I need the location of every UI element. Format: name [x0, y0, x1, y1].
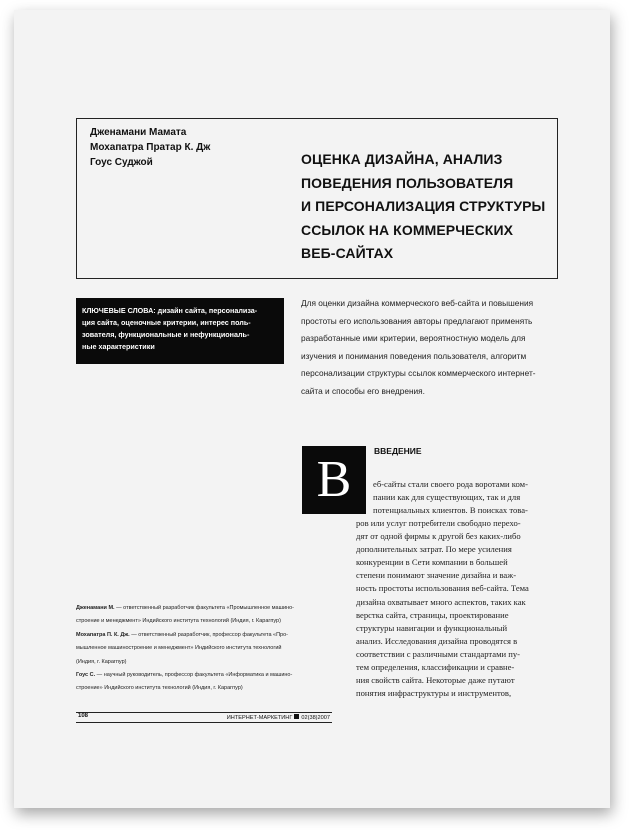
- journal-info: [227, 714, 330, 721]
- body-text-indented: [373, 478, 528, 517]
- section-heading: ВВЕДЕНИЕ: [374, 446, 422, 456]
- body-line: дят от одной фирмы к другой без каких-либо: [356, 531, 521, 542]
- abstract-line: персонализации структуры ссылок коммерческого интернет-: [301, 368, 536, 379]
- drop-cap: В: [302, 446, 366, 514]
- abstract: [301, 295, 536, 401]
- body-line: структуры навигации и функциональный: [356, 622, 508, 633]
- body-line: конкуренции в Сети компании в большей: [356, 557, 508, 568]
- body-line: анализ. Исследования дизайна проводятся в: [356, 635, 518, 646]
- footnote-text: — научный руководитель, профессор факультета «Информатика и машино-: [95, 672, 293, 679]
- author-list: [90, 125, 210, 170]
- footnote-text: — ответственный разработчик, профессор факультета «Про-: [129, 631, 288, 638]
- footnote-author: Гоус С.: [76, 672, 96, 679]
- footnote-text: строение и менеджмент» Индийского института технологий (Индия, г. Карагпур): [76, 618, 281, 625]
- title-line: И ПЕРСОНАЛИЗАЦИЯ СТРУКТУРЫ: [301, 198, 546, 214]
- body-line: степени понимают значение дизайна и важ-: [356, 570, 517, 581]
- body-line: соответствии с различными стандартами пу-: [356, 648, 521, 659]
- body-line: понятия инфраструктуры и инструментов,: [356, 688, 512, 699]
- footnote-line: [76, 615, 294, 628]
- abstract-line: изучения и понимания поведения пользователя, алгоритм: [301, 350, 527, 361]
- author-footnotes: [76, 602, 294, 696]
- journal-issue: 02(38)2007: [301, 714, 330, 721]
- footnote-line: [76, 602, 294, 615]
- title-line: ВЕБ-САЙТАХ: [301, 245, 394, 261]
- title-line: ПОВЕДЕНИЯ ПОЛЬЗОВАТЕЛЯ: [301, 174, 514, 191]
- author-name: Гоус Суджой: [90, 157, 153, 168]
- body-line: дополнительных затрат. По мере усиления: [356, 544, 512, 555]
- body-line: еб-сайты стали своего рода воротами ком-: [373, 479, 528, 489]
- footnote-line: [76, 682, 294, 695]
- author-name: Дженамани Мамата: [90, 127, 187, 138]
- keywords-box: [76, 298, 284, 364]
- body-line: ность простоты использования веб-сайта. Тема: [356, 583, 529, 594]
- footnote-text: (Индия, г. Карагпур): [76, 658, 127, 665]
- footnote-line: [76, 669, 294, 682]
- footnote-line: [76, 629, 294, 642]
- journal-name: ИНТЕРНЕТ-МАРКЕТИНГ: [226, 714, 293, 721]
- keywords-line: зователя, функциональные и нефункциональ-: [82, 330, 250, 339]
- abstract-line: сайта и способы его внедрения.: [301, 385, 425, 396]
- body-text: [356, 517, 529, 700]
- body-line: верстка сайта, страницы, проектирование: [356, 609, 509, 620]
- footnote-author: Дженамани М.: [76, 605, 115, 611]
- footnote-author: Мохапатра П. К. Дж.: [76, 631, 130, 638]
- keywords-line: ция сайта, оценочные критерии, интерес поль-: [82, 318, 251, 327]
- footnote-line: [76, 642, 294, 655]
- square-bullet-icon: [294, 714, 299, 719]
- abstract-line: разработанные ими критерии, вероятностную модель для: [301, 333, 526, 344]
- body-line: дизайна охватывает много аспектов, таких как: [356, 596, 526, 607]
- keywords-line: ные характеристики: [82, 342, 155, 351]
- abstract-line: Для оценки дизайна коммерческого веб-сайта и повышения: [301, 298, 534, 308]
- keywords-line: КЛЮЧЕВЫЕ СЛОВА: дизайн сайта, персонализа-: [82, 306, 258, 315]
- page-number: 108: [78, 713, 89, 719]
- title-line: ССЫЛОК НА КОММЕРЧЕСКИХ: [301, 221, 514, 238]
- body-line: потенциальных клиентов. В поисках това-: [373, 505, 528, 516]
- title-line: ОЦЕНКА ДИЗАЙНА, АНАЛИЗ: [301, 151, 503, 167]
- body-line: пании как для существующих, так и для: [373, 492, 521, 503]
- article-title: [301, 148, 545, 266]
- footnote-text: — ответственный разработчик факультета «Промышленное машино-: [114, 605, 295, 611]
- body-line: ров или услуг потребители свободно перехо-: [356, 518, 521, 528]
- abstract-line: простоты его использования авторы предлагают применять: [301, 315, 533, 326]
- footnote-line: [76, 656, 294, 669]
- body-line: тем определения, классификации и сравне-: [356, 662, 515, 673]
- footnote-text: строение» Индийского института технологий (Индия, г. Карагпур): [76, 685, 243, 692]
- body-line: ния свойств сайта. Некоторые даже путают: [356, 675, 515, 686]
- author-name: Мохапатра Пратар К. Дж: [90, 142, 211, 153]
- footnote-text: мышленное машиностроение и менеджмент» Индийского института технологий: [76, 645, 282, 652]
